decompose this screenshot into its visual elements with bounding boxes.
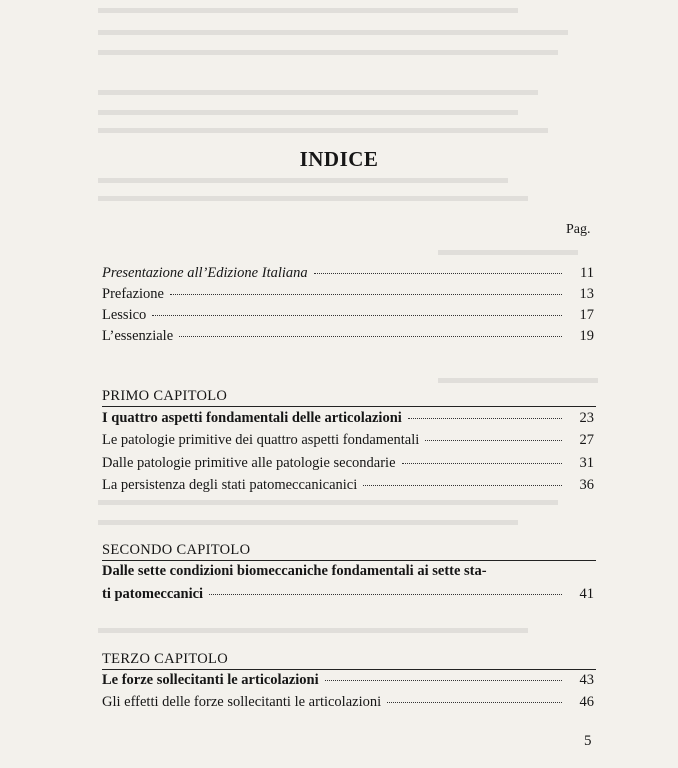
chapter-1-heading: PRIMO CAPITOLO	[102, 388, 228, 404]
toc-entry-essenziale[interactable]	[102, 328, 594, 346]
toc-entry-ch3-2[interactable]	[102, 694, 594, 712]
entry-page: 46	[579, 694, 594, 710]
entry-label: Presentazione all’Edizione Italiana	[102, 265, 308, 281]
entry-label: Dalle patologie primitive alle patologie secondarie	[102, 455, 396, 471]
chapter-3-heading: TERZO CAPITOLO	[102, 651, 228, 667]
toc-entry-prefazione[interactable]	[102, 286, 594, 304]
entry-page: 23	[579, 410, 594, 426]
entry-label: Lessico	[102, 307, 147, 323]
chapter-2-rule	[102, 560, 596, 561]
page-number: 5	[584, 733, 592, 749]
leader-dots	[170, 294, 562, 295]
entry-page: 11	[580, 265, 594, 281]
leader-dots	[325, 680, 562, 681]
entry-label: L’essenziale	[102, 328, 174, 344]
index-title: INDICE	[299, 147, 379, 171]
leader-dots	[425, 440, 562, 441]
toc-entry-lessico[interactable]	[102, 307, 594, 325]
toc-entry-ch2-line1[interactable]: Dalle sette condizioni biomeccaniche fondamentali ai sette sta-	[102, 563, 487, 579]
entry-label: La persistenza degli stati patomeccanicanici	[102, 477, 358, 493]
entry-label: Prefazione	[102, 286, 164, 302]
entry-label: Gli effetti delle forze sollecitanti le articolazioni	[102, 694, 382, 710]
entry-page: 41	[579, 586, 594, 602]
entry-page: 13	[579, 286, 594, 302]
leader-dots	[179, 336, 562, 337]
entry-page: 43	[579, 672, 594, 688]
entry-page: 27	[579, 432, 594, 448]
entry-label: I quattro aspetti fondamentali delle articolazioni	[102, 410, 402, 426]
entry-page: 36	[579, 477, 594, 493]
toc-entry-ch3-1[interactable]	[102, 672, 594, 690]
chapter-3-rule	[102, 669, 596, 670]
leader-dots	[152, 315, 562, 316]
leader-dots	[408, 418, 562, 419]
page-column-label: Pag.	[566, 222, 591, 237]
entry-page: 17	[579, 307, 594, 323]
leader-dots	[387, 702, 562, 703]
toc-entry-presentazione[interactable]	[102, 265, 594, 283]
chapter-1-rule	[102, 406, 596, 407]
entry-label: Le forze sollecitanti le articolazioni	[102, 672, 319, 688]
toc-entry-ch1-2[interactable]	[102, 432, 594, 450]
leader-dots	[209, 594, 562, 595]
entry-page: 19	[579, 328, 594, 344]
toc-entry-ch2-line2[interactable]	[102, 586, 594, 604]
leader-dots	[363, 485, 562, 486]
chapter-2-heading: SECONDO CAPITOLO	[102, 542, 251, 558]
leader-dots	[314, 273, 562, 274]
toc-entry-ch1-4[interactable]	[102, 477, 594, 495]
toc-entry-ch1-1[interactable]	[102, 410, 594, 428]
entry-page: 31	[579, 455, 594, 471]
entry-label: Le patologie primitive dei quattro aspetti fondamentali	[102, 432, 420, 448]
toc-entry-ch1-3[interactable]	[102, 455, 594, 473]
entry-label: ti patomeccanici	[102, 586, 204, 602]
leader-dots	[402, 463, 562, 464]
